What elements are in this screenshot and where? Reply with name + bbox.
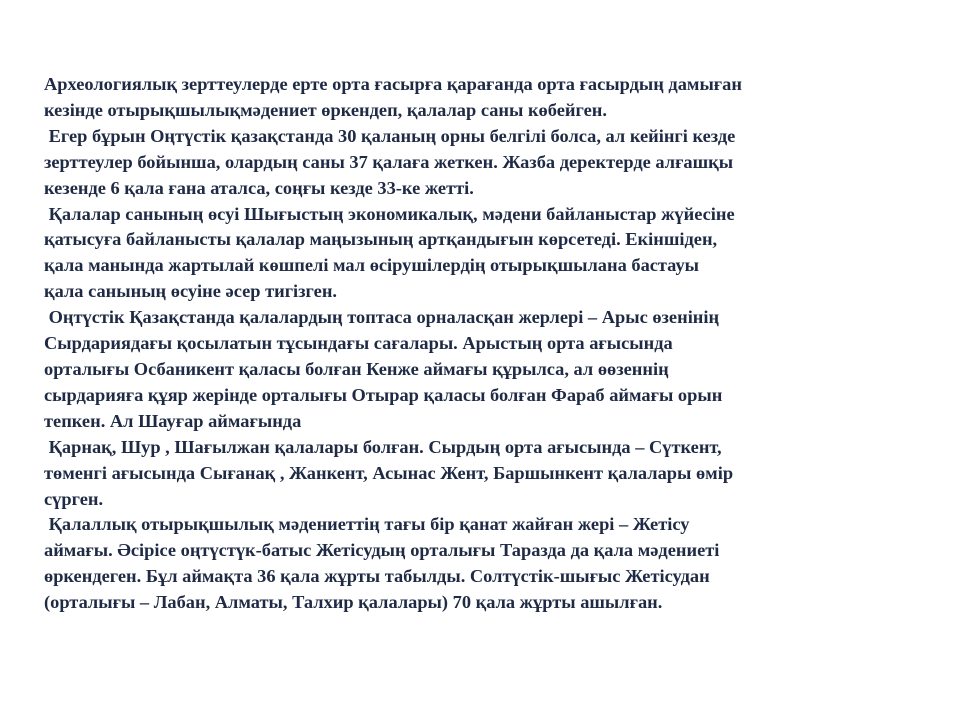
text-line: кезінде отырықшылықмәдениет өркендеп, қалалар саны көбейген.: [44, 99, 607, 120]
text-line: Қарнақ, Шур , Шағылжан қалалары болған. Сырдың орта ағысында – Сүткент,: [44, 436, 722, 457]
text-line: зерттеулер бойынша, олардың саны 37 қалаға жеткен. Жазба деректерде алғашқы: [44, 151, 734, 172]
text-line: сырдарияға құяр жерінде орталығы Отырар қаласы болған Фараб аймағы орын: [44, 384, 723, 405]
text-line: Оңтүстік Қазақстанда қалалардың топтаса орналасқан жерлері – Арыс өзенінің: [44, 307, 720, 328]
text-line: қатысуға байланысты қалалар маңызының артқандығын көрсетеді. Екіншіден,: [44, 229, 718, 250]
paragraph-6: [44, 512, 944, 616]
text-line: орталығы Осбаникент қаласы болған Кенже аймағы құрылса, ал өөзеннің: [44, 358, 669, 379]
text-line: Егер бұрын Оңтүстік қазақстанда 30 қаланың орны белгілі болса, ал кейінгі кезде: [44, 125, 736, 146]
text-line: төменгі ағысында Сығанақ , Жанкент, Асынас Жент, Баршынкент қалалары өмір: [44, 462, 734, 483]
paragraph-2: [44, 124, 944, 202]
text-line: аймағы. Әсірісе оңтүстүк-батыс Жетісудың орталығы Таразда да қала мәдениеті: [44, 540, 720, 561]
text-line: өркендеген. Бұл аймақта 36 қала жұрты табылды. Солтүстік-шығыс Жетісудан: [44, 566, 710, 587]
paragraph-5: [44, 435, 944, 513]
text-line: қала санының өсуіне әсер тигізген.: [44, 281, 338, 302]
text-line: сүрген.: [44, 488, 104, 509]
text-body: [44, 72, 944, 616]
text-line: тепкен. Ал Шауғар аймағында: [44, 410, 302, 431]
text-line: Қалалар санының өсуі Шығыстың экономикалық, мәдени байланыстар жүйесіне: [44, 203, 735, 224]
text-line: кезенде 6 қала ғана аталса, соңғы кезде 33-ке жетті.: [44, 177, 474, 198]
paragraph-4: [44, 305, 944, 435]
text-line: (орталығы – Лабан, Алматы, Талхир қалалары) 70 қала жұрты ашылған.: [44, 592, 663, 613]
paragraph-1: [44, 72, 944, 124]
paragraph-3: [44, 202, 944, 306]
text-line: қала манында жартылай көшпелі мал өсірушілердің отырықшылана бастауы: [44, 255, 699, 276]
text-line: Қалаллық отырықшылық мәдениеттің тағы бір қанат жайған жері – Жетісу: [44, 514, 690, 535]
text-line: Археологиялық зерттеулерде ерте орта ғасырға қарағанда орта ғасырдың дамыған: [44, 74, 742, 94]
text-line: Сырдариядағы қосылатын тұсындағы сағалары. Арыстың орта ағысында: [44, 333, 673, 354]
